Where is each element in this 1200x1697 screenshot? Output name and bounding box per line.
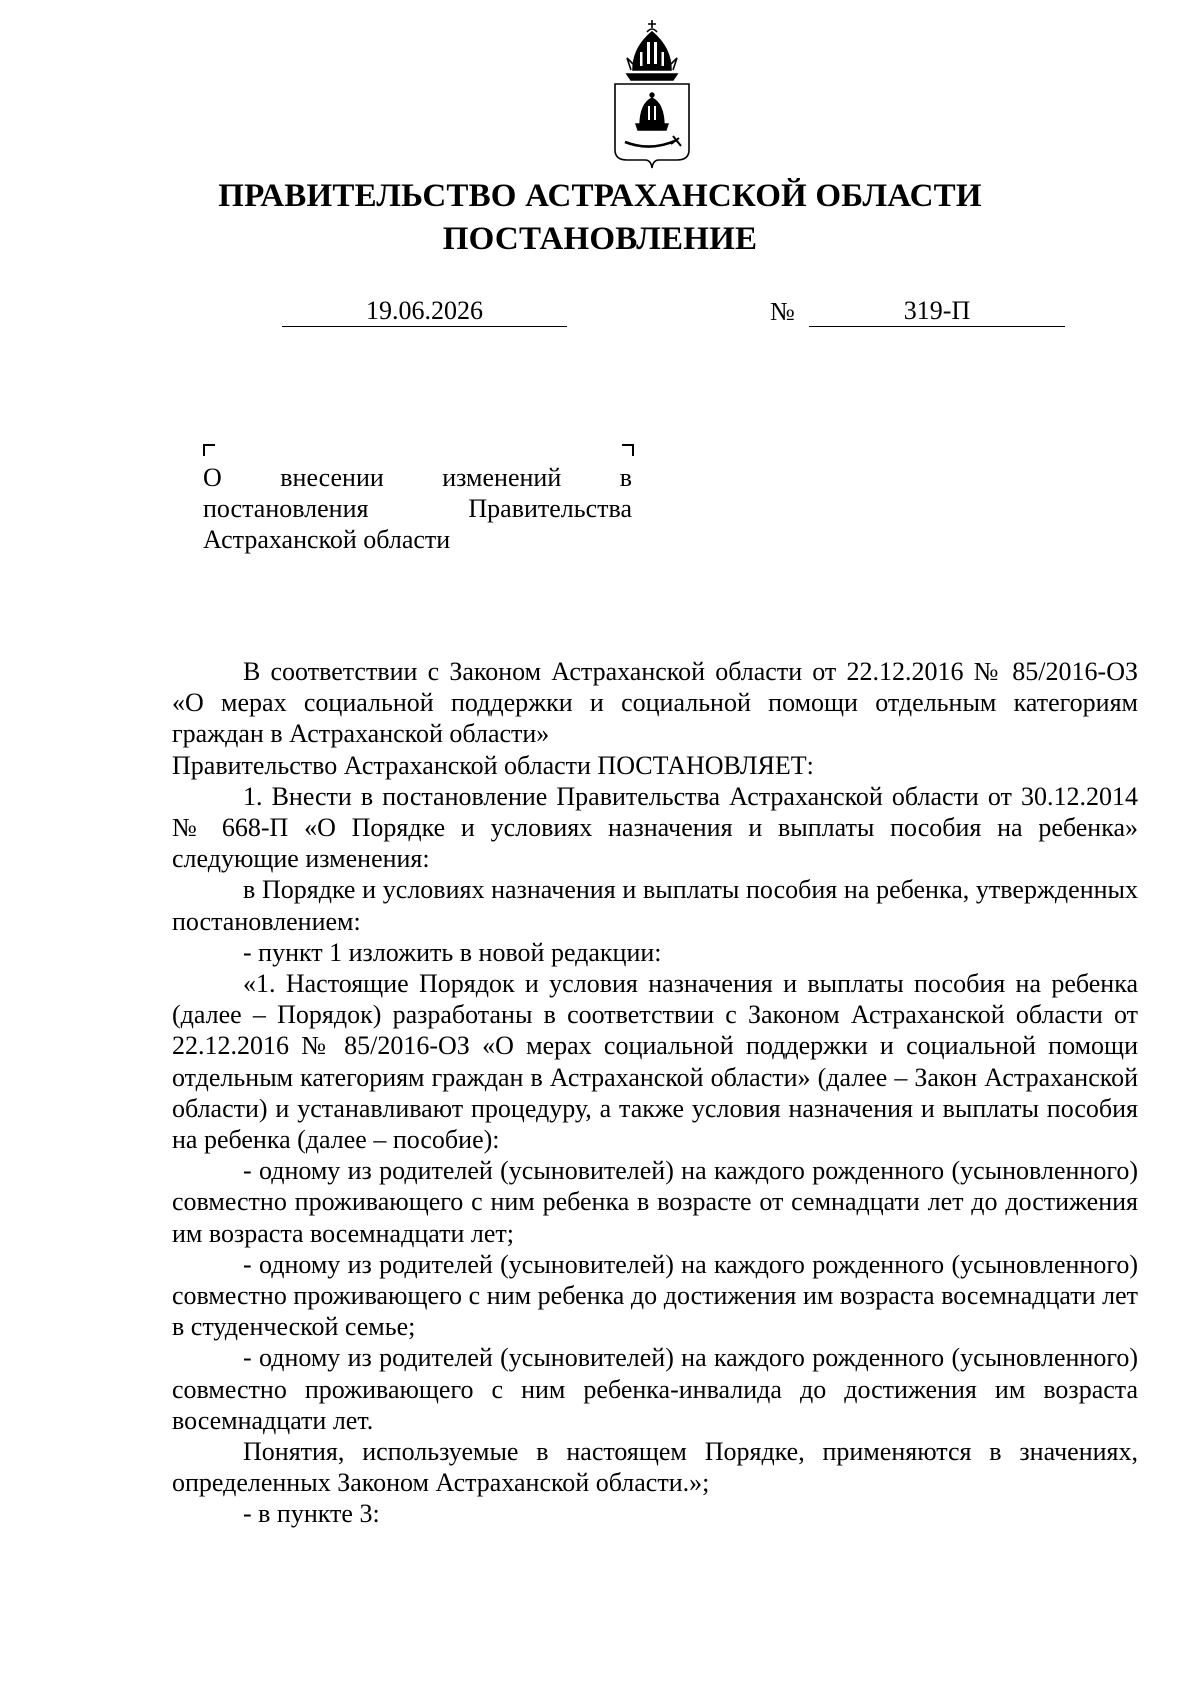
body-paragraph: - одному из родителей (усыновителей) на каждого рожденного (усыновленного) совместно проживающего с ним ребенка в возрасте от семнадцати лет до достижения им возраста восемнадцати лет;: [172, 1156, 1138, 1248]
body-paragraph: «1. Настоящие Порядок и условия назначения и выплаты пособия на ребенка (далее – Порядок) разработаны в соответствии с Законом Астраханской области от 22.12.2016 № 85/2016-ОЗ «О мерах социальной поддержки и социальной помощи отдельным категориям граждан в Астраханской области» (далее – Закон Астраханской области) и устанавливают процедуру, а также условия назначения и выплаты пособия на ребенка (далее – пособие):: [172, 969, 1138, 1155]
document-type: ПОСТАНОВЛЕНИЕ: [442, 221, 758, 257]
government-name: ПРАВИТЕЛЬСТВО АСТРАХАНСКОЙ ОБЛАСТИ: [218, 178, 982, 214]
corner-mark-left: [203, 444, 215, 456]
body-paragraph: - в пункте 3:: [243, 1499, 380, 1529]
coat-of-arms-icon: [611, 18, 693, 170]
body-paragraph: - одному из родителей (усыновителей) на каждого рожденного (усыновленного) совместно проживающего с ним ребенка до достижения им возраста восемнадцати лет в студенческой семье;: [172, 1249, 1138, 1342]
body-paragraph: - одному из родителей (усыновителей) на каждого рожденного (усыновленного) совместно проживающего с ним ребенка-инвалида до достижения им возраста восемнадцати лет.: [172, 1343, 1138, 1435]
number-sign: №: [770, 297, 795, 326]
corner-mark-right: [622, 444, 634, 456]
body-paragraph: В соответствии с Законом Астраханской области от 22.12.2016 № 85/2016-ОЗ «О мерах социальной поддержки и социальной помощи отдельным категориям граждан в Астраханской области»: [172, 657, 1138, 749]
document-body: [172, 656, 1138, 1530]
body-paragraph: в Порядке и условиях назначения и выплаты пособия на ребенка, утвержденных постановлением:: [172, 875, 1138, 936]
body-paragraph: 1. Внести в постановление Правительства Астраханской области от 30.12.2014 № 668-П «О Порядке и условиях назначения и выплаты пособия на ребенка» следующие изменения:: [172, 781, 1138, 874]
body-paragraph: - пункт 1 изложить в новой редакции:: [243, 937, 662, 967]
document-number: 319-П: [809, 296, 1065, 327]
document-date: 19.06.2026: [282, 296, 567, 327]
body-paragraph: Понятия, используемые в настоящем Порядке, применяются в значениях, определенных Законом Астраханской области.»;: [172, 1437, 1138, 1498]
body-paragraph: Правительство Астраханской области ПОСТАНОВЛЯЕТ:: [172, 750, 814, 780]
document-subject: О внесении изменений в постановления Правительства Астраханской области: [203, 463, 632, 554]
